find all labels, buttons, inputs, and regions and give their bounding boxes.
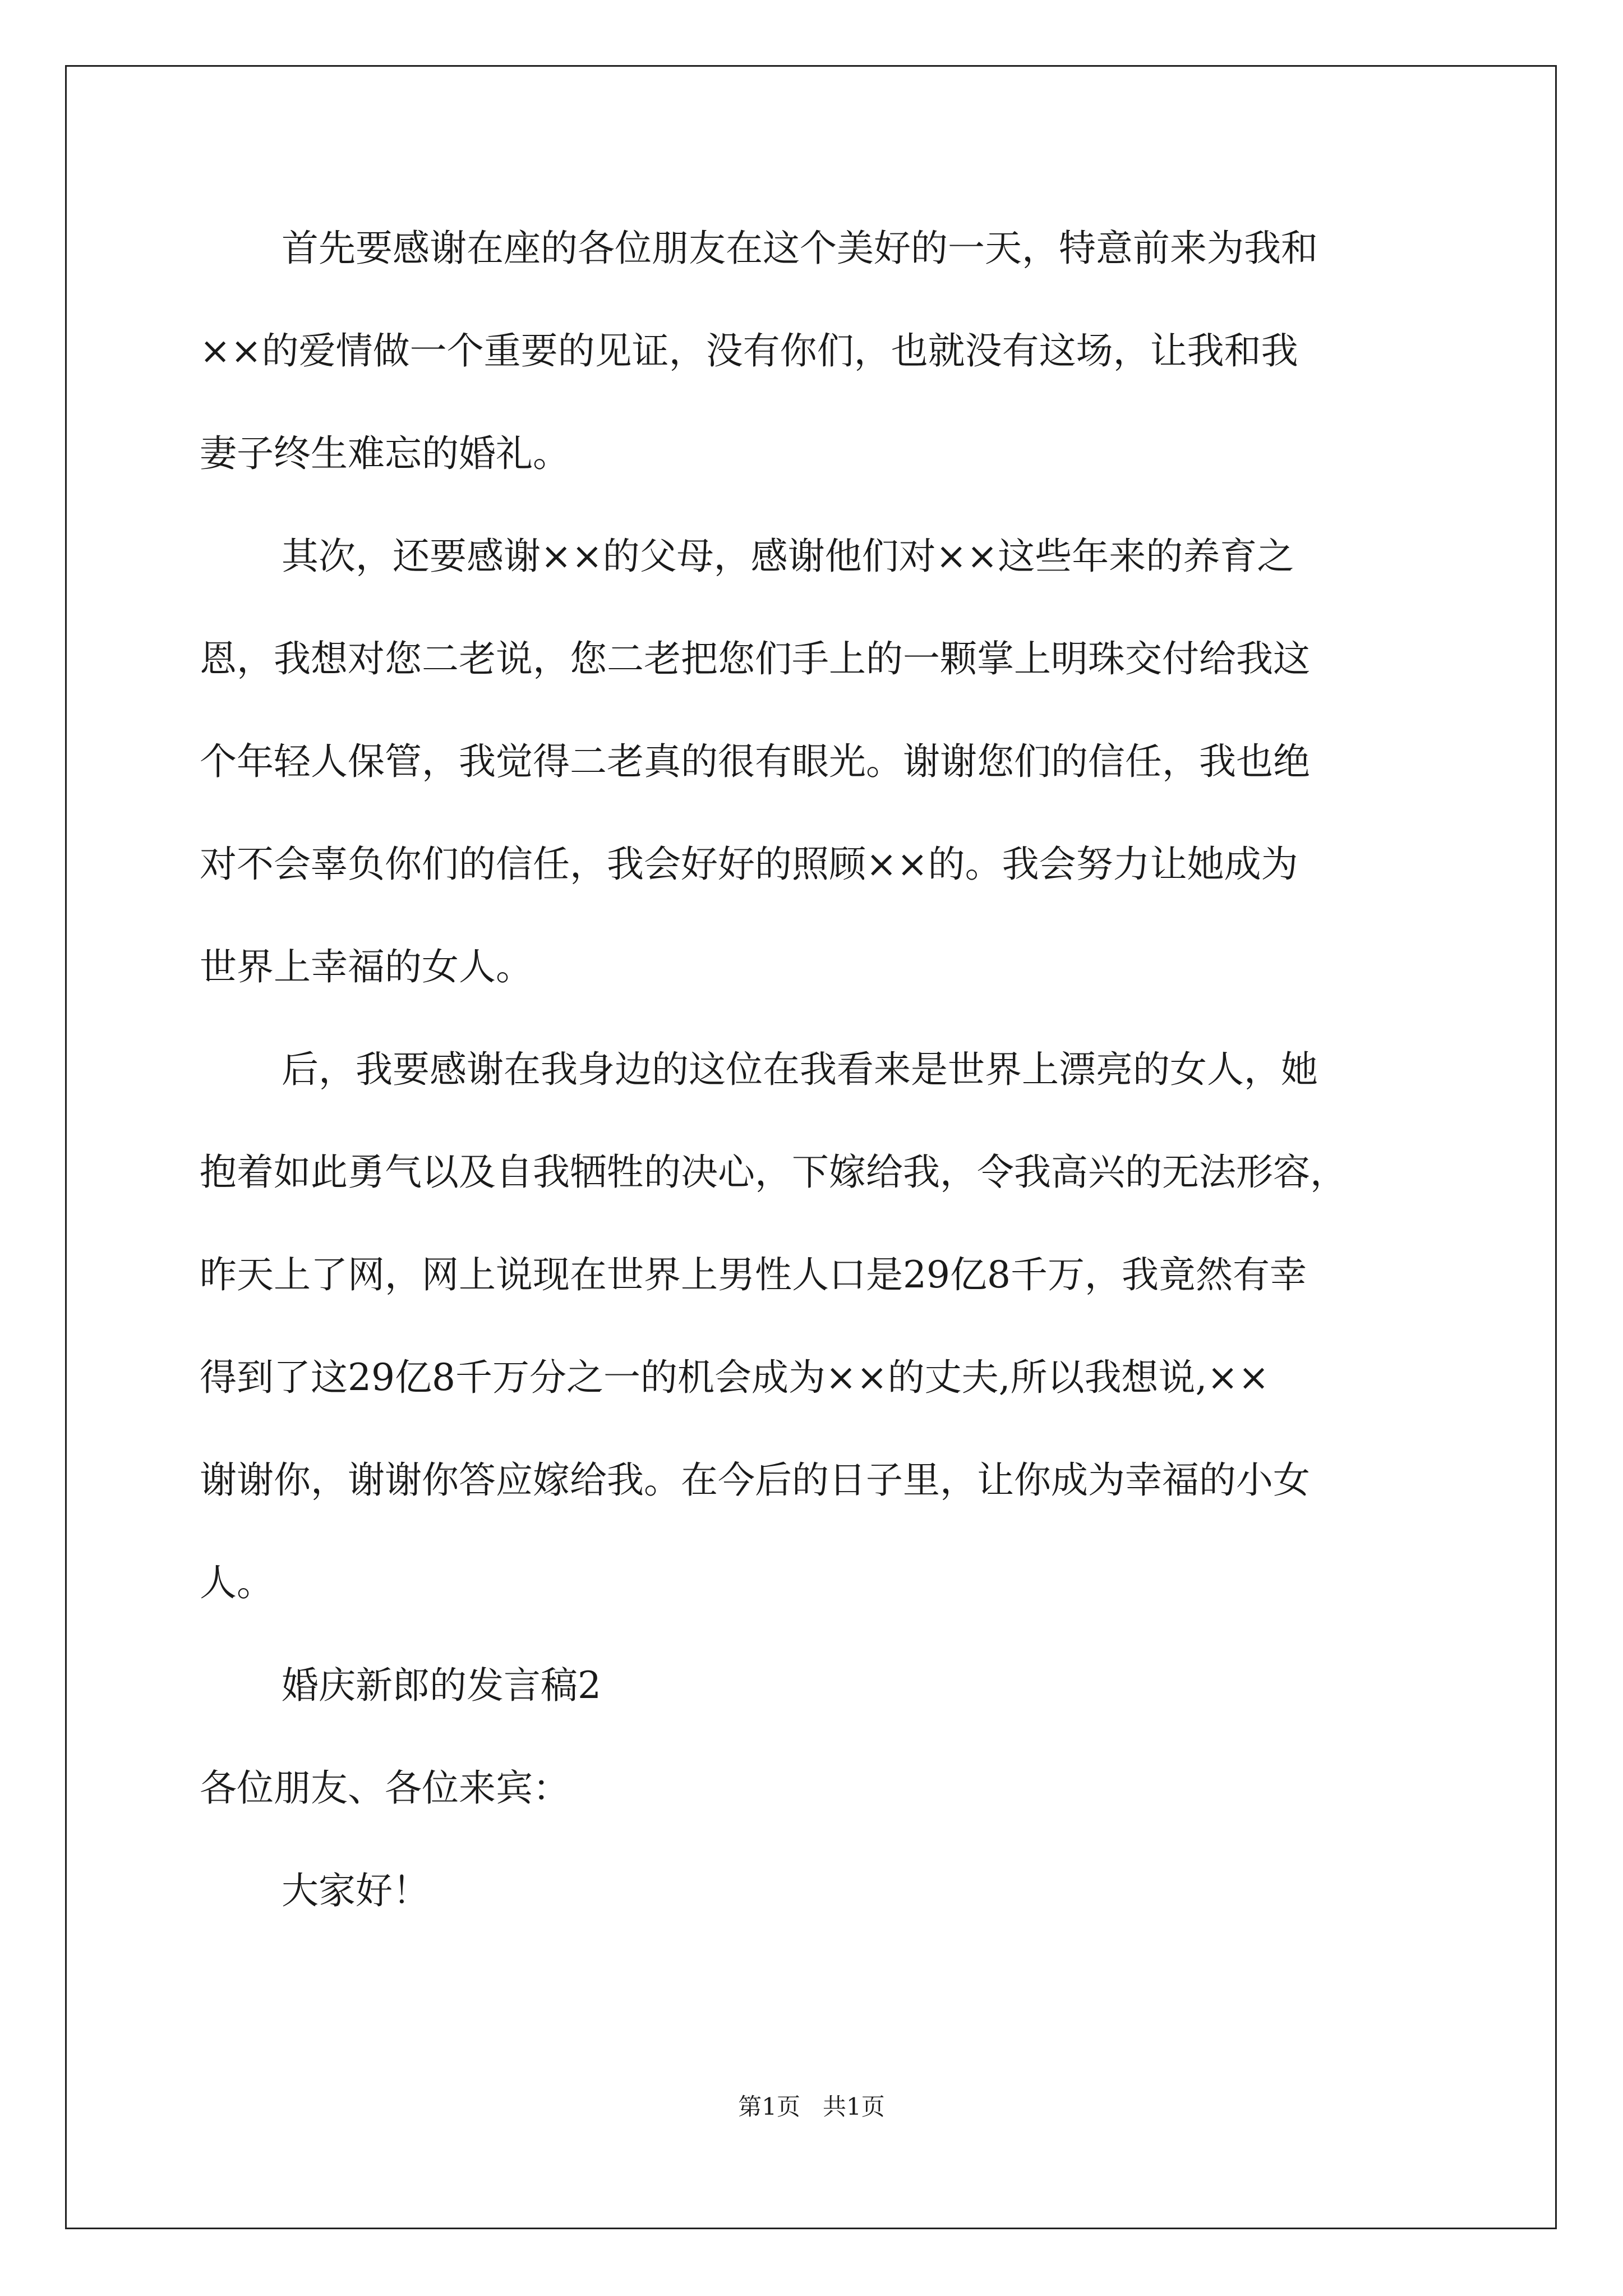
page-footer: [0, 2090, 1623, 2124]
paragraph-line: 后，我要感谢在我身边的这位在我看来是世界上漂亮的女人，她: [282, 1048, 1318, 1091]
paragraph-line: 谢谢你，谢谢你答应嫁给我。在今后的日子里，让你成为幸福的小女: [200, 1458, 1310, 1502]
greeting-line: 大家好！: [282, 1869, 430, 1912]
paragraph-line: 人。: [200, 1561, 274, 1604]
paragraph-line: 昨天上了网，网上说现在世界上男性人口是29亿8千万，我竟然有幸: [200, 1253, 1307, 1296]
page-total: 共1页: [823, 2093, 885, 2120]
paragraph-line: 其次，还要感谢××的父母，感谢他们对××这些年来的养育之: [282, 535, 1294, 578]
paragraph-line: 世界上幸福的女人。: [200, 945, 533, 988]
paragraph-line: 恩，我想对您二老说，您二老把您们手上的一颗掌上明珠交付给我这: [200, 637, 1310, 680]
paragraph-line: 得到了这29亿8千万分之一的机会成为××的丈夫,所以我想说,××: [200, 1356, 1270, 1399]
paragraph-line: ××的爱情做一个重要的见证，没有你们，也就没有这场，让我和我: [200, 329, 1298, 372]
page-number: 第1页: [738, 2093, 800, 2120]
document-body: [200, 212, 1433, 1957]
section-heading: 婚庆新郎的发言稿2: [282, 1664, 601, 1707]
paragraph-line: 抱着如此勇气以及自我牺牲的决心，下嫁给我，令我高兴的无法形容，: [200, 1151, 1347, 1194]
paragraph-line: 对不会辜负你们的信任，我会好好的照顾××的。我会努力让她成为: [200, 843, 1298, 886]
paragraph-line: 首先要感谢在座的各位朋友在这个美好的一天，特意前来为我和: [282, 227, 1318, 270]
paragraph-line: 个年轻人保管，我觉得二老真的很有眼光。谢谢您们的信任，我也绝: [200, 740, 1310, 783]
salutation-line: 各位朋友、各位来宾：: [200, 1766, 570, 1810]
paragraph-line: 妻子终生难忘的婚礼。: [200, 432, 570, 475]
